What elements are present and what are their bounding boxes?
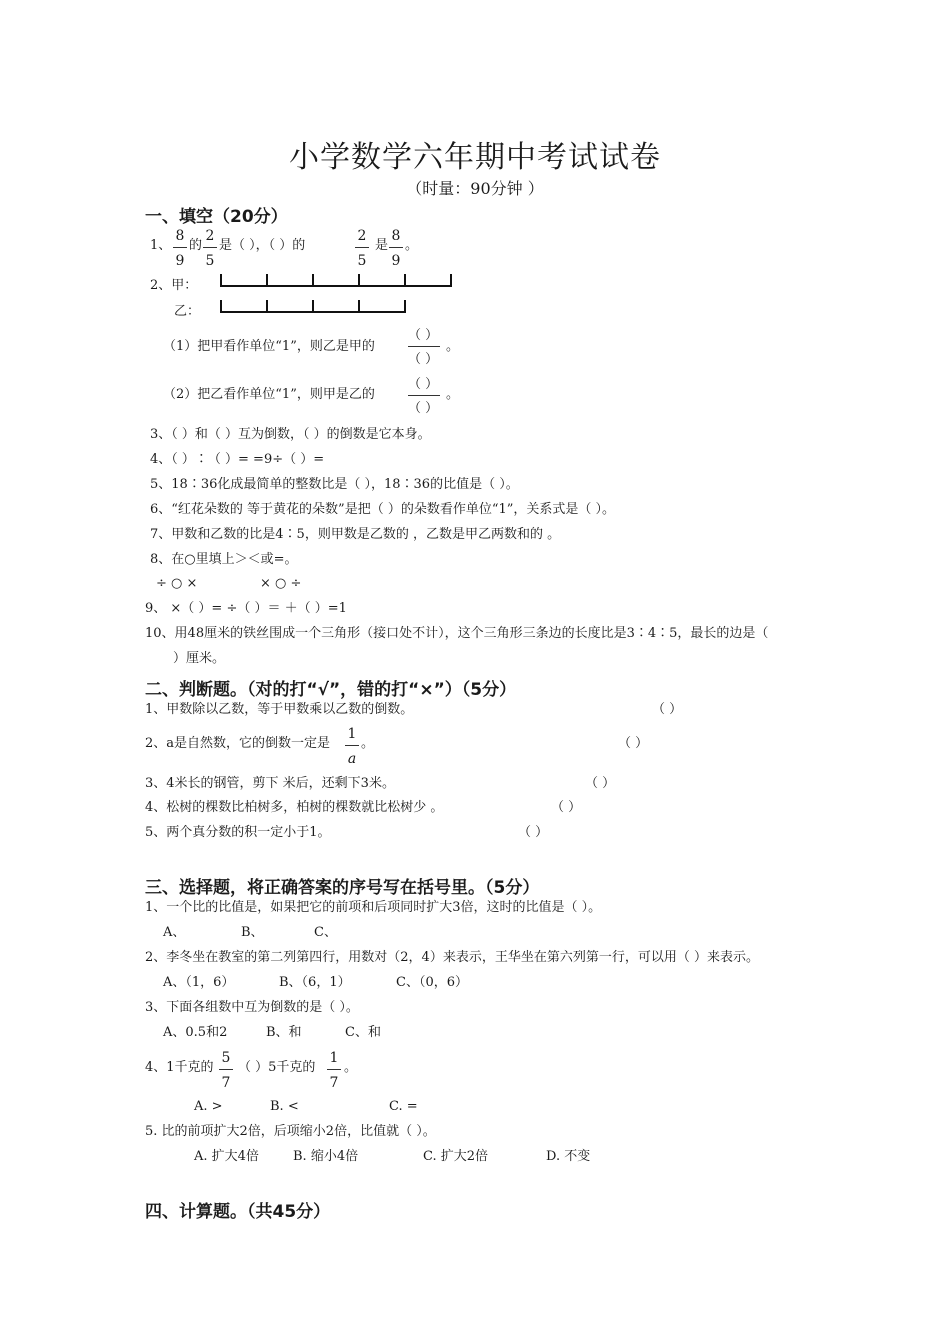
s3-q5-opt-a: A. 扩大4倍 (194, 1149, 259, 1164)
s1-q2-p1-end: 。 (446, 339, 460, 354)
s1-q2-p2-blank-num: （ ） (408, 377, 439, 392)
ruler-yi-tick (404, 300, 406, 312)
s2-q4-paren: （ ） (551, 800, 582, 815)
s3-q3-opt-b: B、和 (266, 1025, 302, 1040)
s1-q10-line1: 10、用48厘米的铁丝围成一个三角形（接口处不计），这个三角形三条边的长度比是3∶4∶5，最长的边是（ (145, 626, 769, 641)
ruler-jia-line (220, 285, 452, 287)
s3-q4-f2-num: 1 (329, 1050, 339, 1066)
s3-q5-opt-b: B. 缩小4倍 (293, 1149, 359, 1164)
s1-q1-t4: 。 (405, 238, 419, 253)
s3-q2-opt-c: C、（0，6） (396, 975, 468, 990)
s2-q2-frac-num: 1 (347, 726, 357, 742)
s1-q1-num: 1、 (150, 238, 172, 253)
s3-q4-f1-num: 5 (221, 1050, 231, 1066)
s3-q4-opt-c: C. = (389, 1099, 418, 1114)
s1-q10-line2: ）厘米。 (173, 651, 226, 666)
s3-q4-a: 4、1千克的 (145, 1060, 214, 1075)
s3-q1: 1、一个比的比值是，如果把它的前项和后项同时扩大3倍，这时的比值是（ ）。 (145, 900, 602, 915)
s1-q2-p1-line (408, 346, 440, 347)
ruler-yi-tick (312, 300, 314, 312)
s3-q3: 3、下面各组数中互为倒数的是（ ）。 (145, 1000, 359, 1015)
section4-heading: 四、计算题。（共45分） (145, 1202, 331, 1222)
s1-q2-p2-blank-den: （ ） (408, 401, 439, 416)
s3-q1-opt-c: C、 (314, 925, 337, 940)
ruler-jia-tick (404, 274, 406, 286)
s2-q5-paren: （ ） (518, 825, 549, 840)
s1-q1-t3: 是 (375, 238, 389, 253)
s1-q1-t1: 的 (189, 238, 203, 253)
s1-q2-p2: （2）把乙看作单位“1”，则甲是乙的 (163, 387, 375, 402)
s1-q2-num: 2、甲： (150, 278, 198, 293)
s3-q1-opt-b: B、 (241, 925, 264, 940)
s2-q2-frac-line (345, 745, 359, 746)
s1-q8: 8、在○里填上＞＜或=。 (150, 552, 298, 567)
s1-q1-f2-num: 2 (205, 228, 215, 244)
section1-heading: 一、填空（20分） (145, 207, 288, 227)
page-title: 小学数学六年期中考试试卷 (289, 140, 661, 175)
page-subtitle: （时量：90分钟 ） (406, 179, 544, 198)
s1-q7: 7、甲数和乙数的比是4∶5，则甲数是乙数的 ，乙数是甲乙两数和的 。 (150, 527, 561, 542)
ruler-jia-tick (358, 274, 360, 286)
section3-heading: 三、选择题，将正确答案的序号写在括号里。（5分） (145, 878, 540, 898)
s2-q2-frac-den: a (347, 751, 357, 767)
s1-q8a: ÷ ○ × (156, 576, 198, 591)
s2-q1-paren: （ ） (652, 702, 683, 717)
s1-q1-f4-den: 9 (391, 253, 401, 269)
s1-q1-f3-line (355, 247, 369, 248)
s3-q4-c: 。 (344, 1060, 358, 1075)
s3-q4-opt-a: A. > (194, 1099, 223, 1114)
s1-q2-p2-line (408, 395, 440, 396)
s3-q4-b: （ ）5千克的 (238, 1060, 316, 1075)
s2-q2: 2、a是自然数，它的倒数一定是 (145, 736, 331, 751)
s3-q4-f1-den: 7 (221, 1075, 231, 1091)
s2-q1: 1、甲数除以乙数，等于甲数乘以乙数的倒数。 (145, 702, 414, 717)
s1-q2-p1-blank-num: （ ） (408, 328, 439, 343)
s3-q5: 5. 比的前项扩大2倍，后项缩小2倍，比值就（ ）。 (145, 1124, 436, 1139)
s1-q1-f2-den: 5 (205, 253, 215, 269)
s3-q5-opt-d: D. 不变 (546, 1149, 591, 1164)
s1-q9: 9、 ×（ ）= ÷（ ）＝ ＋（ ）=1 (145, 601, 347, 616)
s2-q2-end: 。 (361, 736, 375, 751)
s3-q2-opt-a: A、（1，6） (163, 975, 235, 990)
ruler-jia-tick (266, 274, 268, 286)
s1-q1-f4-num: 8 (391, 228, 401, 244)
s1-q1-f2-line (203, 247, 217, 248)
s1-q2-p2-end: 。 (446, 387, 460, 402)
s1-q4: 4、（ ）∶（ ）= =9÷（ ）= (150, 452, 325, 467)
s1-q1-f1-line (173, 247, 187, 248)
s1-q2-p1-blank-den: （ ） (408, 352, 439, 367)
s1-q1-f4-line (389, 247, 403, 248)
s3-q4-f2-line (327, 1069, 341, 1070)
s1-q1-f3-num: 2 (357, 228, 367, 244)
s3-q5-opt-c: C. 扩大2倍 (423, 1149, 489, 1164)
s2-q3: 3、4米长的钢管，剪下 米后，还剩下3米。 (145, 776, 395, 791)
s3-q2-opt-b: B、（6，1） (279, 975, 351, 990)
s1-q5: 5、18∶36化成最简单的整数比是（ ），18∶36的比值是（ ）。 (150, 477, 519, 492)
s3-q4-opt-b: B. < (270, 1099, 299, 1114)
ruler-yi-tick (358, 300, 360, 312)
s3-q2: 2、李冬坐在教室的第二列第四行，用数对（2，4）来表示，王华坐在第六列第一行，可以用（ ）来表示。 (145, 950, 759, 965)
s3-q1-opt-a: A、 (163, 925, 186, 940)
s1-q8b: × ○ ÷ (260, 576, 302, 591)
s3-q3-opt-c: C、和 (345, 1025, 381, 1040)
s3-q4-f1-line (219, 1069, 233, 1070)
s2-q5: 5、两个真分数的积一定小于1。 (145, 825, 331, 840)
s1-q1-f3-den: 5 (357, 253, 367, 269)
s2-q3-paren: （ ） (585, 776, 616, 791)
s2-q4: 4、松树的棵数比柏树多，柏树的棵数就比松树少 。 (145, 800, 444, 815)
s1-q2-p1: （1）把甲看作单位“1”，则乙是甲的 (163, 339, 375, 354)
ruler-yi-tick (220, 300, 222, 312)
s3-q3-opt-a: A、0.5和2 (163, 1025, 228, 1040)
ruler-yi-tick (266, 300, 268, 312)
s1-q1-t2: 是（ ），（ ）的 (219, 238, 306, 253)
s1-q3: 3、（ ）和（ ）互为倒数，（ ）的倒数是它本身。 (150, 427, 431, 442)
s2-q2-paren: （ ） (618, 736, 649, 751)
ruler-jia-tick (312, 274, 314, 286)
s1-q6: 6、“红花朵数的 等于黄花的朵数”是把（ ）的朵数看作单位“1”，关系式是（ ）。 (150, 502, 616, 517)
s1-q1-f1-num: 8 (175, 228, 185, 244)
section2-heading: 二、判断题。（对的打“√”，错的打“×”）（5分） (145, 680, 517, 700)
s3-q4-f2-den: 7 (329, 1075, 339, 1091)
ruler-jia-tick (450, 274, 452, 286)
s1-q2-yi: 乙： (174, 304, 201, 319)
ruler-jia-tick (220, 274, 222, 286)
s1-q1-f1-den: 9 (175, 253, 185, 269)
